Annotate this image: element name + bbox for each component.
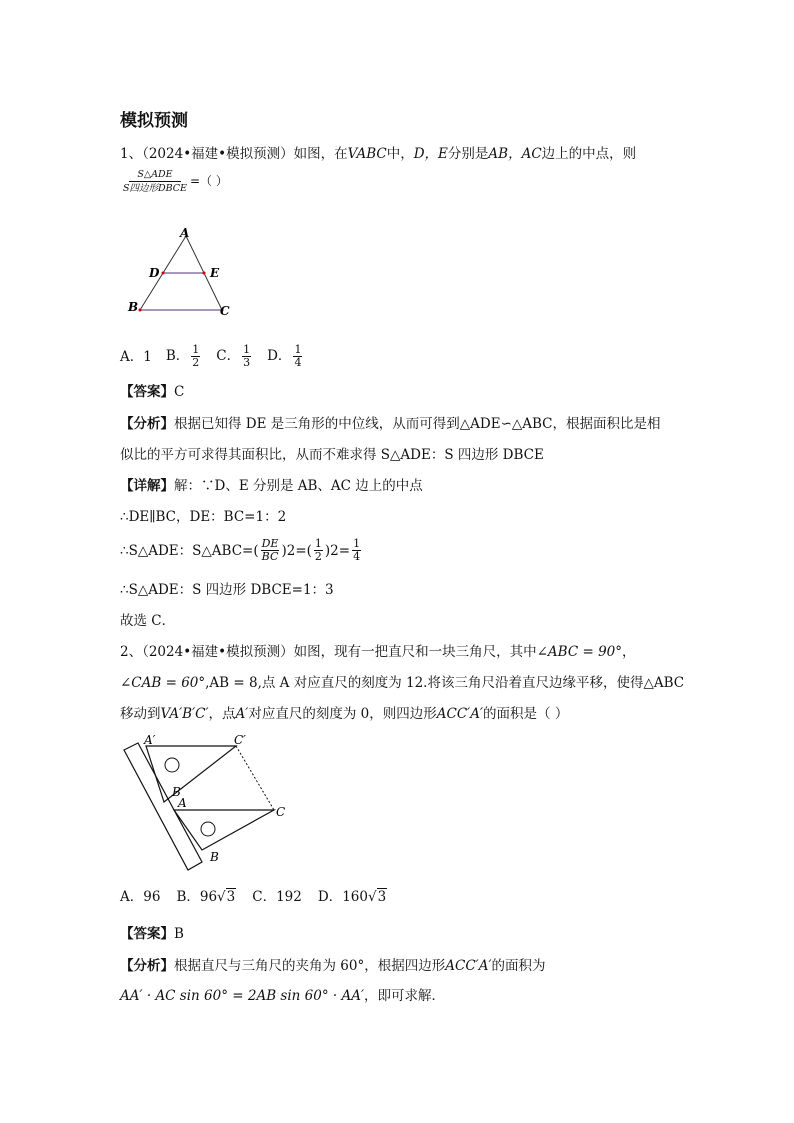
q1-point-e: [203, 272, 206, 275]
q2-triangle-original: [174, 810, 274, 850]
q2-ruler: [124, 743, 202, 870]
q1-answer-value: C: [174, 384, 185, 400]
q2-analysis-tag: 【分析】: [120, 958, 174, 974]
q1-label-c: C: [220, 304, 230, 318]
q2-ruler-figure: [120, 730, 300, 878]
q1-analysis-line1: 【分析】根据已知得 DE 是三角形的中位线，从而可得到△ADE∽△ABC，根据面积比是相: [120, 416, 661, 432]
q1-ratio-fraction: [122, 168, 188, 195]
q2-option-c[interactable]: C．192: [252, 889, 302, 905]
q2-option-d[interactable]: D．160√3: [317, 889, 387, 905]
q1-label-e: E: [210, 266, 220, 280]
q1-detail-line3: ∴S△ADE：S△ABC=( $\frac{DE}{BC}$ )2=( $\frac{1}{2}$ )2= $\frac{1}{4}$: [120, 537, 361, 563]
q1-label-a: A: [180, 226, 190, 240]
q1-ratio-numerator: S△ADE: [129, 168, 180, 182]
q1-sides: AB，AC: [488, 146, 542, 162]
q2-label-c: C: [276, 805, 286, 819]
q1-detail-tag: 【详解】: [120, 478, 174, 494]
q1-options: [120, 344, 304, 369]
q2-angle-cab: ∠CAB = 60°: [120, 675, 206, 691]
q2-stem-line2: ∠CAB = 60°,AB = 8,点 A 对应直尺的刻度为 12.将该三角尺沿着直尺边缘平移，使得△ABC: [120, 675, 685, 691]
q1-tail: 分别是: [447, 146, 489, 162]
q1-label-d: D: [149, 266, 160, 280]
q2-analysis-line2: AA′ · AC sin 60° = 2AB sin 60° · AA′，即可求解．: [120, 988, 446, 1004]
q2-label-a-prime: A′: [144, 733, 156, 747]
q2-label-b: B: [210, 850, 219, 864]
q2-triangle-hole-top: [165, 758, 179, 772]
q2-triangle-hole-bottom: [201, 822, 215, 836]
q1-option-b[interactable]: B． $\frac{1}{2}$: [165, 343, 200, 369]
q2-label-c-prime: C′: [234, 733, 246, 747]
q1-tail2: 边上的中点，则: [541, 146, 637, 162]
q1-stem: [120, 144, 636, 164]
q2-answer-tag: 【答案】: [120, 926, 174, 942]
q1-answer: [120, 382, 184, 402]
q1-conclusion: 故选 C．: [120, 613, 176, 629]
q2-stem-line1: 2、（2024•福建•模拟预测）如图，现有一把直尺和一块三角尺，其中∠ABC = 90°，: [120, 644, 636, 660]
q1-ratio-tail: =（ ）: [190, 174, 228, 188]
q1-ratio-denominator: S四边形DBCE: [123, 183, 187, 194]
q1-detail-line1: 【详解】解：∵D、E 分别是 AB、AC 边上的中点: [120, 478, 423, 494]
q2-option-a[interactable]: A．96: [120, 889, 161, 905]
q1-option-a[interactable]: A．1: [120, 348, 152, 365]
q1-answer-tag: 【答案】: [120, 384, 174, 400]
q2-analysis-line1: 【分析】根据直尺与三角尺的夹角为 60°，根据四边形ACC′A′的面积为: [120, 958, 546, 974]
q1-detail-line2: ∴DE∥BC，DE：BC=1：2: [120, 509, 287, 525]
q2-option-b[interactable]: B．96√3: [176, 889, 236, 905]
q2-answer-value: B: [174, 926, 184, 942]
q1-mid: 中，: [386, 146, 414, 162]
q2-dashed-cc: [236, 746, 274, 810]
q1-analysis-tag: 【分析】: [120, 416, 174, 432]
q1-option-c[interactable]: C． $\frac{1}{3}$: [216, 343, 251, 369]
q1-triangle-figure: [120, 222, 250, 322]
q2-angle-abc: ∠ABC = 90°: [536, 644, 623, 660]
q1-label-b: B: [128, 300, 139, 314]
q1-points: D，E: [413, 146, 448, 162]
q1-detail-line4: ∴S△ADE：S 四边形 DBCE=1：3: [120, 582, 334, 598]
q2-triangle-moved: [146, 746, 236, 802]
q1-analysis-line2: 似比的平方可求得其面积比，从而不难求得 S△ADE：S 四边形 DBCE: [120, 447, 544, 463]
q1-ratio: [120, 168, 228, 195]
q1-point-b: [139, 309, 142, 312]
q1-option-d[interactable]: D． $\frac{1}{4}$: [267, 343, 302, 369]
q1-tri-expr: VABC: [347, 146, 387, 162]
q1-point-d: [162, 272, 165, 275]
q2-label-a: A: [178, 796, 187, 810]
q2-stem-line3: 移动到VA′B′C′，点A′对应直尺的刻度为 0，则四边形ACC′A′的面积是（ ）: [120, 706, 569, 722]
q2-answer: [120, 924, 184, 944]
q1-header: 1、（2024•福建•模拟预测）如图，在: [120, 146, 348, 162]
q2-options: [120, 887, 387, 907]
section-title: 模拟预测: [120, 111, 188, 131]
q2-label-b-prime: B′: [172, 785, 184, 799]
